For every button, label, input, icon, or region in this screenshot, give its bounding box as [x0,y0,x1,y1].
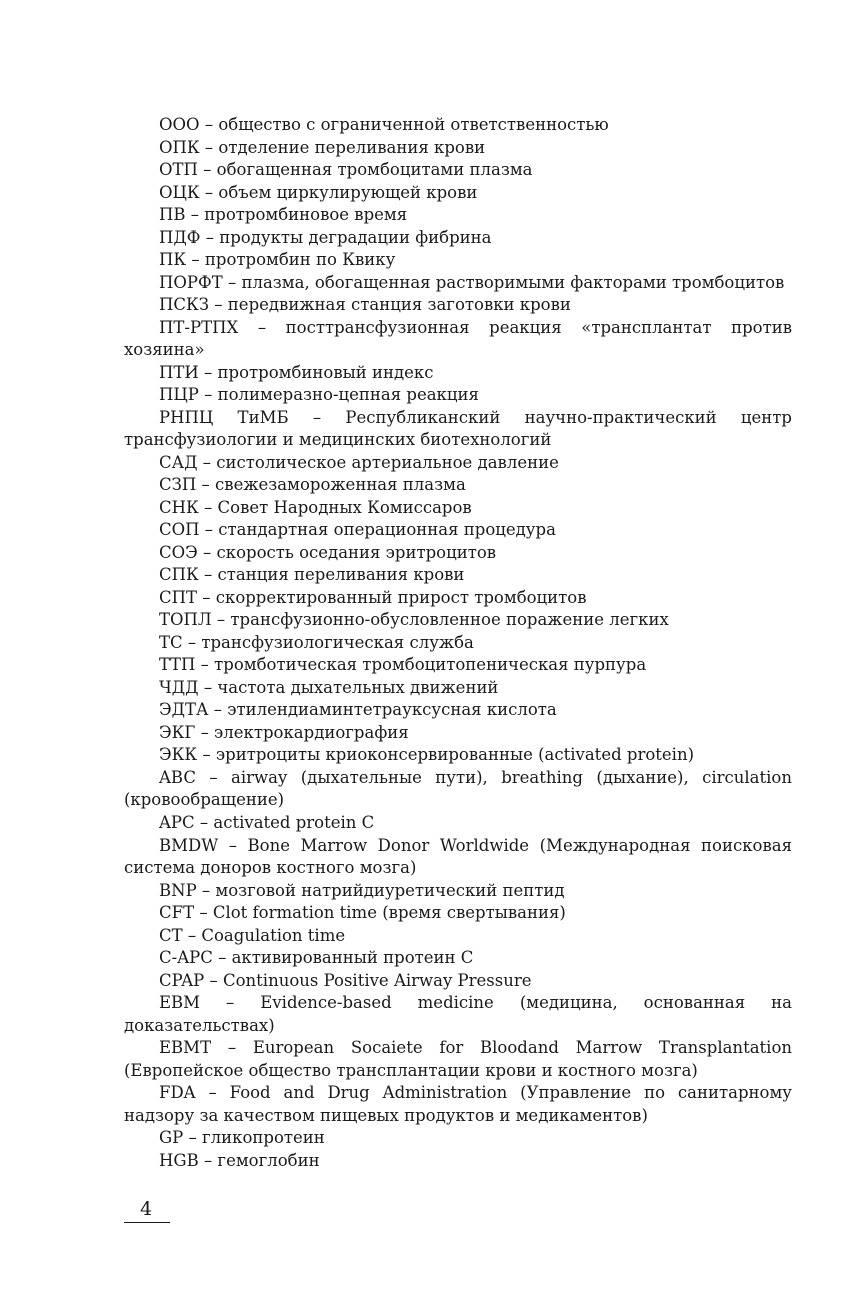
list-item: САД – систолическое артериальное давление [159,452,559,472]
list-item: СПК – станция переливания крови [159,565,465,585]
list-item: ПВ – протромбиновое время [159,205,408,225]
list-item: C-APC – активированный протеин C [159,948,474,968]
list-item: ABC – airway (дыхательные пути), breathing (дыхание), circulation (кровообращение) [124,767,792,810]
list-item: ПТИ – протромбиновый индекс [159,362,434,382]
list-item: ТОПЛ – трансфузионно-обусловленное поражение легких [159,610,669,630]
list-item: ЧДД – частота дыхательных движений [159,677,499,697]
list-item: BNP – мозговой натрийдиуретический пептид [159,880,565,900]
list-item: APC – activated protein C [159,812,375,832]
page-number: 4 [140,1198,153,1220]
list-item: ТС – трансфузиологическая служба [159,632,474,652]
list-item: ПЦР – полимеразно-цепная реакция [159,385,479,405]
list-item: СОЭ – скорость оседания эритроцитов [159,542,497,562]
list-item: ЭКК – эритроциты криоконсервированные (activated protein) [159,745,695,765]
list-item: EBMT – European Socaiete for Bloodand Marrow Transplantation (Европейское общество трансплантации крови и костного мозга) [124,1038,792,1080]
list-item: ОПК – отделение переливания крови [159,137,486,157]
list-item: ООО – общество с ограниченной ответственностью [159,115,609,134]
list-item: BMDW – Bone Marrow Donor Worldwide (Международная поисковая система доноров костного мозга) [124,835,792,878]
list-item: ТТП – тромботическая тромбоцитопеническая пурпура [159,655,647,675]
list-item: EBM – Evidence-based medicine (медицина, основанная на доказательствах) [124,993,792,1035]
list-item: ПДФ – продукты деградации фибрина [159,227,492,247]
list-item: GP – гликопротеин [159,1128,325,1148]
list-item: ПОРФТ – плазма, обогащенная растворимыми факторами тромбоцитов [159,272,785,292]
list-item: ЭДТА – этилендиаминтетрауксусная кислота [159,700,557,720]
list-item: ЭКГ – электрокардиография [159,722,409,742]
list-item: HGB – гемоглобин [159,1150,320,1170]
list-item: СОП – стандартная операционная процедура [159,520,556,540]
abbreviation-list [124,114,792,1172]
list-item: ПТ-РТПХ – посттрансфузионная реакция «трансплантат против хозяина» [124,317,792,360]
list-item: CT – Coagulation time [159,925,346,945]
page-number-rule [124,1222,170,1223]
list-item: РНПЦ ТиМБ – Республиканский научно-практический центр трансфузиологии и медицинских биотехнологий [124,407,792,450]
list-item: ОЦК – объем циркулирующей крови [159,182,478,202]
list-item: FDA – Food and Drug Administration (Управление по санитарному надзору за качеством пищевых продуктов и медикаментов) [124,1083,792,1125]
list-item: СНК – Совет Народных Комиссаров [159,497,472,517]
list-item: ПСКЗ – передвижная станция заготовки крови [159,295,571,315]
list-item: СПТ – скорректированный прирост тромбоцитов [159,587,587,607]
list-item: ОТП – обогащенная тромбоцитами плазма [159,160,533,180]
list-item: CFT – Clot formation time (время свертывания) [159,903,566,923]
list-item: СЗП – свежезамороженная плазма [159,475,466,495]
list-item: CPAP – Continuous Positive Airway Pressure [159,970,532,990]
list-item: ПК – протромбин по Квику [159,250,396,270]
